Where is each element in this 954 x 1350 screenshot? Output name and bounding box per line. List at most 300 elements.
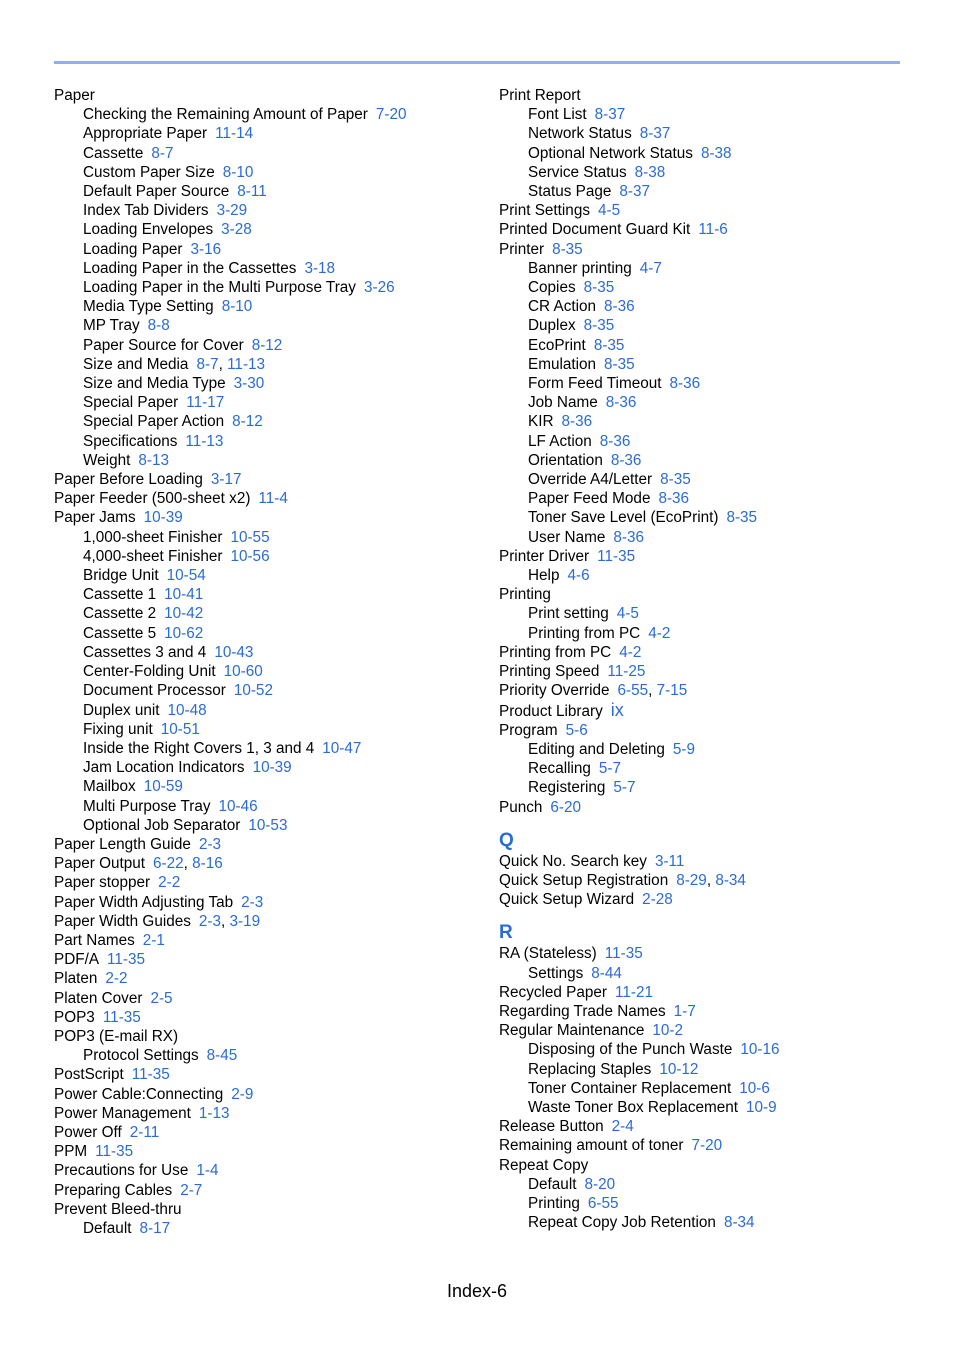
index-term: Priority Override [499, 682, 610, 700]
page-ref-link[interactable]: 10-60 [223, 663, 263, 681]
index-term: Registering [528, 779, 606, 797]
page-refs [151, 145, 173, 162]
page-refs: 2-3, 3-19 [198, 912, 261, 930]
page-refs [180, 1182, 202, 1199]
page-ref-link[interactable]: 11-21 [614, 983, 653, 1001]
page-ref-link[interactable]: 10-52 [233, 682, 273, 700]
index-term: Banner printing [528, 259, 632, 277]
page-refs [658, 490, 689, 507]
page-ref-link[interactable]: 11-4 [258, 490, 288, 508]
page-refs [619, 644, 641, 661]
index-term: Print Report [499, 87, 581, 104]
page-ref-link[interactable]: 8-13 [138, 451, 169, 469]
page-ref-link[interactable]: 8-45 [206, 1047, 238, 1065]
page-refs [164, 605, 203, 622]
index-subentry [499, 508, 919, 527]
page-ref-link[interactable]: 5-6 [565, 721, 588, 739]
page-ref-link[interactable]: 3-26 [363, 279, 395, 297]
page-ref-link[interactable]: 10-55 [230, 528, 270, 546]
index-column-left [54, 86, 474, 1238]
page-ref-link[interactable]: 11-35 [597, 547, 636, 565]
page-ref-link[interactable]: 8-35 [726, 509, 758, 527]
index-subentry [499, 259, 919, 278]
page-ref-link[interactable]: 10-62 [164, 624, 204, 642]
page-refs [231, 1086, 253, 1103]
index-term: Printing from PC [528, 624, 641, 642]
index-term: 1,000-sheet Finisher [83, 528, 223, 546]
page-ref-link[interactable]: 8-35 [660, 471, 691, 489]
page-ref-link[interactable]: 3-18 [304, 259, 336, 277]
index-subentry [54, 316, 474, 335]
index-term: Emulation [528, 355, 597, 373]
index-term: Product Library [499, 702, 603, 720]
page-ref-link[interactable]: 11-35 [107, 951, 146, 969]
index-entry [499, 662, 919, 681]
page-ref-link[interactable]: 8-29 [676, 871, 707, 889]
index-term: Printing Speed [499, 663, 600, 681]
page-ref-link[interactable]: 10-12 [659, 1060, 699, 1078]
page-ref-link[interactable]: 11-35 [131, 1066, 170, 1084]
page-ref-link[interactable]: 10-51 [160, 720, 200, 738]
index-subentry [54, 259, 474, 278]
page-ref-link[interactable]: 2-1 [142, 931, 165, 949]
page-ref-link[interactable]: 11-6 [698, 221, 728, 239]
page-refs [248, 817, 287, 834]
index-entry [54, 835, 474, 854]
index-term: Paper Length Guide [54, 835, 191, 853]
index-subentry [499, 393, 919, 412]
index-entry [499, 1002, 919, 1021]
index-entry [54, 508, 474, 527]
index-term: Repeat Copy [499, 1156, 589, 1174]
page-refs [223, 164, 254, 181]
page-ref-link[interactable]: 3-19 [229, 912, 261, 930]
page-refs [584, 317, 615, 334]
index-subentry [54, 758, 474, 777]
page-refs [648, 625, 670, 642]
page-ref-link[interactable]: 8-44 [591, 964, 622, 982]
page-refs [655, 853, 684, 870]
index-term: PDF/A [54, 951, 100, 969]
page-refs [207, 1047, 238, 1064]
index-entry [499, 643, 919, 662]
page-ref-link[interactable]: 10-56 [230, 547, 270, 565]
index-subentry [54, 201, 474, 220]
page-ref-link[interactable]: 7-15 [656, 682, 688, 700]
page-ref-link[interactable]: 1-13 [198, 1104, 230, 1122]
page-ref-link[interactable]: 8-16 [192, 855, 223, 873]
index-subentry [499, 163, 919, 182]
index-term: Printer Driver [499, 547, 590, 565]
page-refs [604, 356, 635, 373]
index-subentry [54, 566, 474, 585]
page-refs [635, 164, 666, 181]
page-ref-link[interactable]: 10-16 [740, 1041, 780, 1059]
page-refs [158, 874, 180, 891]
index-term: 4,000-sheet Finisher [83, 547, 223, 565]
page-ref-link[interactable]: 8-10 [222, 163, 254, 181]
page-refs [103, 1009, 141, 1026]
index-term: Release Button [499, 1118, 604, 1136]
page-ref-link[interactable]: 2-11 [129, 1123, 160, 1141]
index-term: Cassette 5 [83, 624, 157, 642]
index-term: Size and Media Type [83, 375, 226, 393]
index-term: Protocol Settings [83, 1047, 199, 1065]
page-refs [619, 183, 650, 200]
page-ref-link[interactable]: 2-2 [105, 970, 128, 988]
index-column-right [499, 86, 919, 1232]
index-term: Help [528, 567, 560, 585]
index-subentry [54, 451, 474, 470]
page-ref-link[interactable]: 10-6 [739, 1079, 770, 1097]
page-ref-link[interactable]: 8-36 [599, 432, 631, 450]
index-term: Disposing of the Punch Waste [528, 1041, 733, 1059]
page-refs [674, 1003, 696, 1020]
page-ref-link[interactable]: 10-54 [166, 567, 206, 585]
page-ref-link[interactable]: 8-36 [605, 394, 637, 412]
index-term: Default [528, 1175, 577, 1193]
index-term: Override A4/Letter [528, 471, 653, 489]
index-term: Regarding Trade Names [499, 1002, 666, 1020]
index-term: Quick Setup Wizard [499, 891, 635, 909]
page-ref-link[interactable]: 2-3 [198, 912, 221, 930]
page-ref-link[interactable]: 4-6 [567, 567, 590, 585]
page-ref-link[interactable]: 6-22 [153, 855, 184, 873]
page-ref-link[interactable]: 6-55 [617, 682, 649, 700]
page-ref-link[interactable]: 8-36 [658, 490, 690, 508]
page-ref-link[interactable]: 2-3 [241, 893, 264, 911]
page-refs [107, 951, 145, 968]
page-ref-link[interactable]: 8-35 [604, 355, 635, 373]
index-subentry [54, 412, 474, 431]
page-ref-link[interactable]: 8-36 [613, 528, 644, 546]
page-ref-link[interactable]: 4-2 [648, 624, 671, 642]
page-ref-link[interactable]: 11-35 [95, 1143, 134, 1161]
page-refs [191, 241, 222, 258]
index-term: Editing and Deleting [528, 740, 665, 758]
index-entry [54, 86, 474, 105]
index-term: RA (Stateless) [499, 945, 597, 963]
index-entry [499, 240, 919, 259]
page-ref-link[interactable]: 4-2 [619, 643, 642, 661]
index-term: Printed Document Guard Kit [499, 221, 691, 239]
page-refs [322, 740, 361, 757]
index-subentry [499, 1194, 919, 1213]
index-subentry [54, 739, 474, 758]
page-refs [234, 682, 273, 699]
page-ref-link[interactable]: 10-46 [218, 797, 258, 815]
page-ref-link[interactable]: 11-13 [185, 432, 224, 450]
page-refs [617, 605, 639, 622]
page-ref-link[interactable]: 5-7 [598, 760, 622, 778]
index-term: MP Tray [83, 317, 140, 335]
index-subentry [54, 528, 474, 547]
index-term: Default [83, 1219, 132, 1237]
index-entry [54, 969, 474, 988]
page-ref-link[interactable]: 2-2 [158, 874, 181, 892]
index-subentry [499, 316, 919, 335]
index-entry [54, 1065, 474, 1084]
page-refs [234, 375, 265, 392]
page-refs [599, 760, 621, 777]
page-ref-link[interactable]: 4-5 [616, 605, 639, 623]
index-term: Optional Job Separator [83, 816, 241, 834]
page-ref-link[interactable]: 8-7 [196, 355, 219, 373]
page-refs [230, 548, 269, 565]
page-refs [258, 490, 287, 507]
page-ref-link[interactable]: 2-4 [611, 1118, 634, 1136]
page-refs [214, 644, 253, 661]
page-ref-link[interactable]: 8-7 [151, 144, 174, 162]
index-term: Job Name [528, 394, 598, 412]
index-entry [54, 489, 474, 508]
index-term: Loading Paper in the Multi Purpose Tray [83, 279, 356, 297]
page-refs [186, 394, 224, 411]
page-ref-link[interactable]: 11-25 [607, 663, 646, 681]
page-ref-link[interactable]: 8-34 [723, 1214, 755, 1232]
page-ref-link[interactable]: 10-41 [164, 586, 204, 604]
page-ref-link[interactable]: 8-37 [594, 106, 626, 124]
page-ref-link[interactable]: 8-20 [584, 1175, 616, 1193]
page-refs [185, 433, 223, 450]
page-ref-link[interactable]: 5-7 [613, 779, 636, 797]
header-rule [54, 61, 900, 64]
section-heading-r: R [499, 922, 513, 944]
page-refs: 6-22, 8-16 [153, 855, 223, 873]
index-entry [54, 1027, 474, 1046]
index-entry [54, 873, 474, 892]
page-ref-link[interactable]: 8-8 [147, 317, 170, 335]
index-subentry [54, 124, 474, 143]
page-refs [594, 337, 625, 354]
index-subentry [54, 297, 474, 316]
page-ref-link[interactable]: 10-53 [248, 816, 288, 834]
index-term: Print Settings [499, 202, 590, 220]
index-term: Program [499, 721, 558, 739]
page-refs [196, 1162, 218, 1179]
index-term: Paper Source for Cover [83, 336, 244, 354]
index-subentry [54, 585, 474, 604]
index-subentry [54, 355, 474, 374]
index-term: Status Page [528, 183, 612, 201]
page-ref-link[interactable]: 10-43 [214, 643, 254, 661]
index-subentry [499, 740, 919, 759]
page-ref-link[interactable]: 11-35 [604, 945, 643, 963]
page-ref-link[interactable]: 8-35 [583, 317, 615, 335]
index-subentry [54, 278, 474, 297]
page-ref-link[interactable]: 11-17 [186, 394, 225, 412]
page-ref-link[interactable]: 2-5 [150, 989, 173, 1007]
index-entry [54, 1104, 474, 1123]
page-ref-link[interactable]: 1-7 [673, 1002, 696, 1020]
page-ref-link[interactable]: 3-29 [216, 202, 248, 220]
index-term: Special Paper [83, 394, 179, 412]
index-term: PostScript [54, 1066, 124, 1084]
index-subentry [54, 604, 474, 623]
page-ref-link[interactable]: 2-7 [180, 1181, 203, 1199]
index-term: Paper Feeder (500-sheet x2) [54, 490, 251, 508]
page-ref-link[interactable]: 8-36 [669, 375, 701, 393]
index-term: POP3 (E-mail RX) [54, 1027, 179, 1045]
page-refs [611, 452, 642, 469]
page-ref-link[interactable]: 10-42 [164, 605, 204, 623]
index-term: Platen [54, 970, 98, 988]
page-ref-link[interactable]: 8-34 [715, 871, 746, 889]
index-term: Index Tab Dividers [83, 202, 209, 220]
page-ref-link[interactable]: 10-48 [167, 701, 207, 719]
page-ref-link[interactable]: 7-20 [691, 1137, 723, 1155]
page-ref-link[interactable]: 8-38 [634, 163, 666, 181]
index-subentry [499, 528, 919, 547]
index-entry [499, 1021, 919, 1040]
page-ref-link[interactable]: 4-7 [639, 259, 662, 277]
index-term: Printing [499, 586, 551, 604]
page-refs [613, 529, 644, 546]
page-ref-link[interactable]: 7-20 [375, 106, 407, 124]
index-term: Punch [499, 798, 543, 816]
page-ref-link[interactable]: 3-16 [190, 240, 222, 258]
page-refs [95, 1143, 133, 1160]
page-refs [144, 778, 183, 795]
page-ref-link[interactable]: 2-9 [231, 1085, 254, 1103]
index-entry [499, 871, 919, 890]
index-subentry [499, 297, 919, 316]
page-refs [610, 699, 624, 720]
page-refs [726, 509, 757, 526]
index-subentry [499, 1079, 919, 1098]
page-ref-link[interactable]: 8-35 [583, 279, 615, 297]
index-term: Custom Paper Size [83, 163, 215, 181]
page-ref-link[interactable]: 6-20 [550, 798, 581, 816]
page-ref-link[interactable]: 10-9 [746, 1098, 777, 1116]
page-ref-link[interactable]: 1-4 [196, 1162, 219, 1180]
page-ref-link[interactable]: 8-36 [561, 413, 593, 431]
page-ref-link[interactable]: 8-35 [552, 240, 583, 258]
index-subentry [54, 662, 474, 681]
index-term: Appropriate Paper [83, 125, 208, 143]
page-ref-link[interactable]: 8-36 [604, 298, 635, 316]
page-refs [143, 932, 165, 949]
index-term: Paper Output [54, 855, 145, 873]
page-refs [215, 125, 253, 142]
index-term: Cassette [83, 144, 144, 162]
page-refs [164, 625, 203, 642]
page-ref-link[interactable]: 10-39 [252, 759, 292, 777]
page-refs [604, 298, 635, 315]
page-ref-link[interactable]: 8-37 [619, 183, 650, 201]
page-ref-link[interactable]: 10-59 [143, 778, 183, 796]
page-refs [588, 1195, 619, 1212]
index-entry [54, 950, 474, 969]
page-ref-link[interactable]: 8-12 [251, 336, 283, 354]
index-subentry [499, 470, 919, 489]
page-refs [739, 1080, 770, 1097]
index-term: Bridge Unit [83, 567, 159, 585]
index-term: Network Status [528, 125, 632, 143]
index-entry [54, 1161, 474, 1180]
page-refs [199, 1105, 230, 1122]
page-ref-link[interactable]: 3-17 [210, 471, 242, 489]
page-ref-link[interactable]: 8-35 [593, 336, 625, 354]
index-term: Print setting [528, 605, 609, 623]
page-ref-link[interactable]: 11-13 [227, 355, 266, 373]
page-refs [600, 433, 631, 450]
index-subentry [499, 278, 919, 297]
index-term: Duplex [528, 317, 576, 335]
page-ref-link[interactable]: 10-2 [652, 1022, 684, 1040]
index-term: Checking the Remaining Amount of Paper [83, 106, 368, 124]
page-ref-link[interactable]: 11-35 [102, 1008, 141, 1026]
index-term: Printer [499, 240, 545, 258]
page-refs [164, 586, 203, 603]
page-refs [148, 317, 170, 334]
index-subentry [54, 720, 474, 739]
page-refs [701, 145, 732, 162]
page-refs [161, 721, 200, 738]
index-entry [54, 893, 474, 912]
index-term: Loading Paper [83, 240, 183, 258]
index-term: Specifications [83, 432, 178, 450]
page-ref-link[interactable]: ix [610, 699, 624, 720]
index-term: Loading Envelopes [83, 221, 214, 239]
page-refs [615, 984, 653, 1001]
page-refs [253, 759, 292, 776]
index-entry [54, 1123, 474, 1142]
page-ref-link[interactable]: 8-12 [232, 413, 263, 431]
index-term: Media Type Setting [83, 298, 214, 316]
index-term: Platen Cover [54, 989, 143, 1007]
page-ref-link[interactable]: 5-9 [672, 740, 696, 758]
index-term: Paper Feed Mode [528, 490, 651, 508]
index-term: Form Feed Timeout [528, 375, 662, 393]
page-ref-link[interactable]: 2-28 [642, 891, 673, 909]
index-term: Quick No. Search key [499, 852, 647, 870]
page-ref-link[interactable]: 8-11 [237, 183, 267, 201]
page-refs [640, 125, 671, 142]
index-entry [499, 701, 919, 721]
page-ref-link[interactable]: 3-11 [654, 852, 685, 870]
index-subentry [54, 643, 474, 662]
page-ref-link[interactable]: 8-17 [139, 1219, 171, 1237]
index-subentry [499, 759, 919, 778]
page-ref-link[interactable]: 3-28 [221, 221, 252, 239]
index-term: Paper stopper [54, 874, 151, 892]
index-term: Default Paper Source [83, 183, 230, 201]
page-refs [642, 891, 673, 908]
page-ref-link[interactable]: 3-30 [233, 375, 265, 393]
page-ref-link[interactable]: 11-14 [215, 125, 254, 143]
index-term: Service Status [528, 163, 627, 181]
index-entry [499, 721, 919, 740]
page-ref-link[interactable]: 10-47 [322, 739, 362, 757]
page-ref-link[interactable]: 8-38 [700, 144, 732, 162]
page-refs [669, 375, 700, 392]
page-ref-link[interactable]: 2-3 [198, 835, 222, 853]
index-entry [499, 681, 919, 700]
page-ref-link[interactable]: 8-10 [221, 298, 253, 316]
page-refs [607, 663, 645, 680]
index-term: Duplex unit [83, 701, 160, 719]
page-refs [221, 221, 252, 238]
page-ref-link[interactable]: 8-36 [610, 451, 642, 469]
index-entry [54, 989, 474, 1008]
index-term: Paper [54, 87, 95, 104]
page-ref-link[interactable]: 8-37 [639, 125, 671, 143]
page-ref-link[interactable]: 4-5 [597, 202, 621, 220]
page-ref-link[interactable]: 10-39 [143, 509, 183, 527]
index-subentry [499, 1060, 919, 1079]
page-ref-link[interactable]: 6-55 [587, 1194, 619, 1212]
